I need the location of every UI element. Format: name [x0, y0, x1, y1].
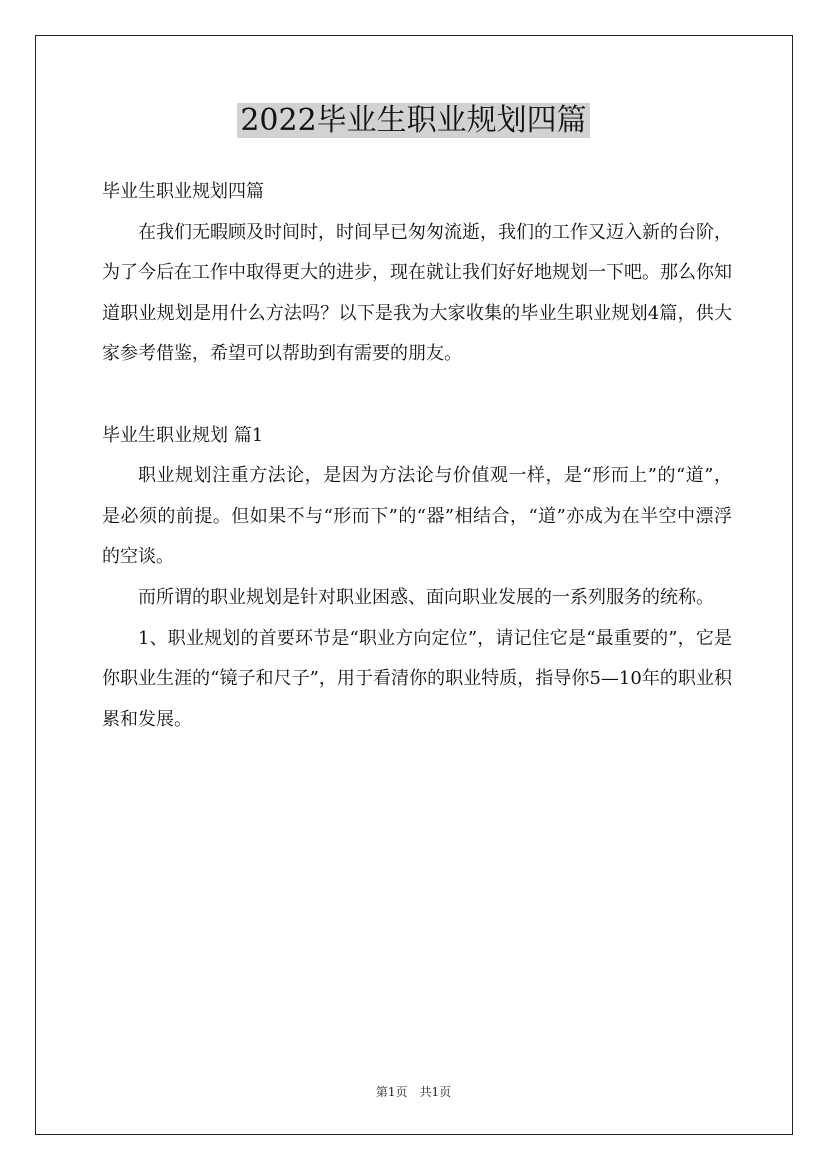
body-paragraph: 而所谓的职业规划是针对职业困惑、面向职业发展的一系列服务的统称。	[138, 586, 714, 608]
intro-paragraph: 在我们无暇顾及时间时，时间早已匆匆流逝，我们的工作又迈入新的台阶，为了今后在工作中取得更大的进步，现在就让我们好好地规划一下吧。那么你知道职业规划是用什么方法吗？以下是我为大家收集的毕业生职业规划4篇，供大家参考借鉴，希望可以帮助到有需要的朋友。	[102, 221, 732, 365]
section-heading: 毕业生职业规划 篇1	[102, 424, 264, 446]
document-title	[0, 98, 827, 144]
document-title-text: 2022毕业生职业规划四篇	[237, 103, 589, 138]
section-spacer	[102, 375, 732, 416]
subtitle: 毕业生职业规划四篇	[102, 181, 264, 202]
page-footer: 第1页 共1页	[375, 1085, 452, 1099]
body-paragraph: 职业规划注重方法论，是因为方法论与价值观一样，是“形而上”的“道”，是必须的前提。但如果不与“形而下”的“器”相结合，“道”亦成为在半空中漂浮的空谈。	[102, 465, 732, 568]
document-body	[102, 172, 732, 740]
body-paragraph: 1、职业规划的首要环节是“职业方向定位”，请记住它是“最重要的”，它是你职业生涯的“镜子和尺子”，用于看清你的职业特质，指导你5—10年的职业积累和发展。	[102, 627, 732, 730]
